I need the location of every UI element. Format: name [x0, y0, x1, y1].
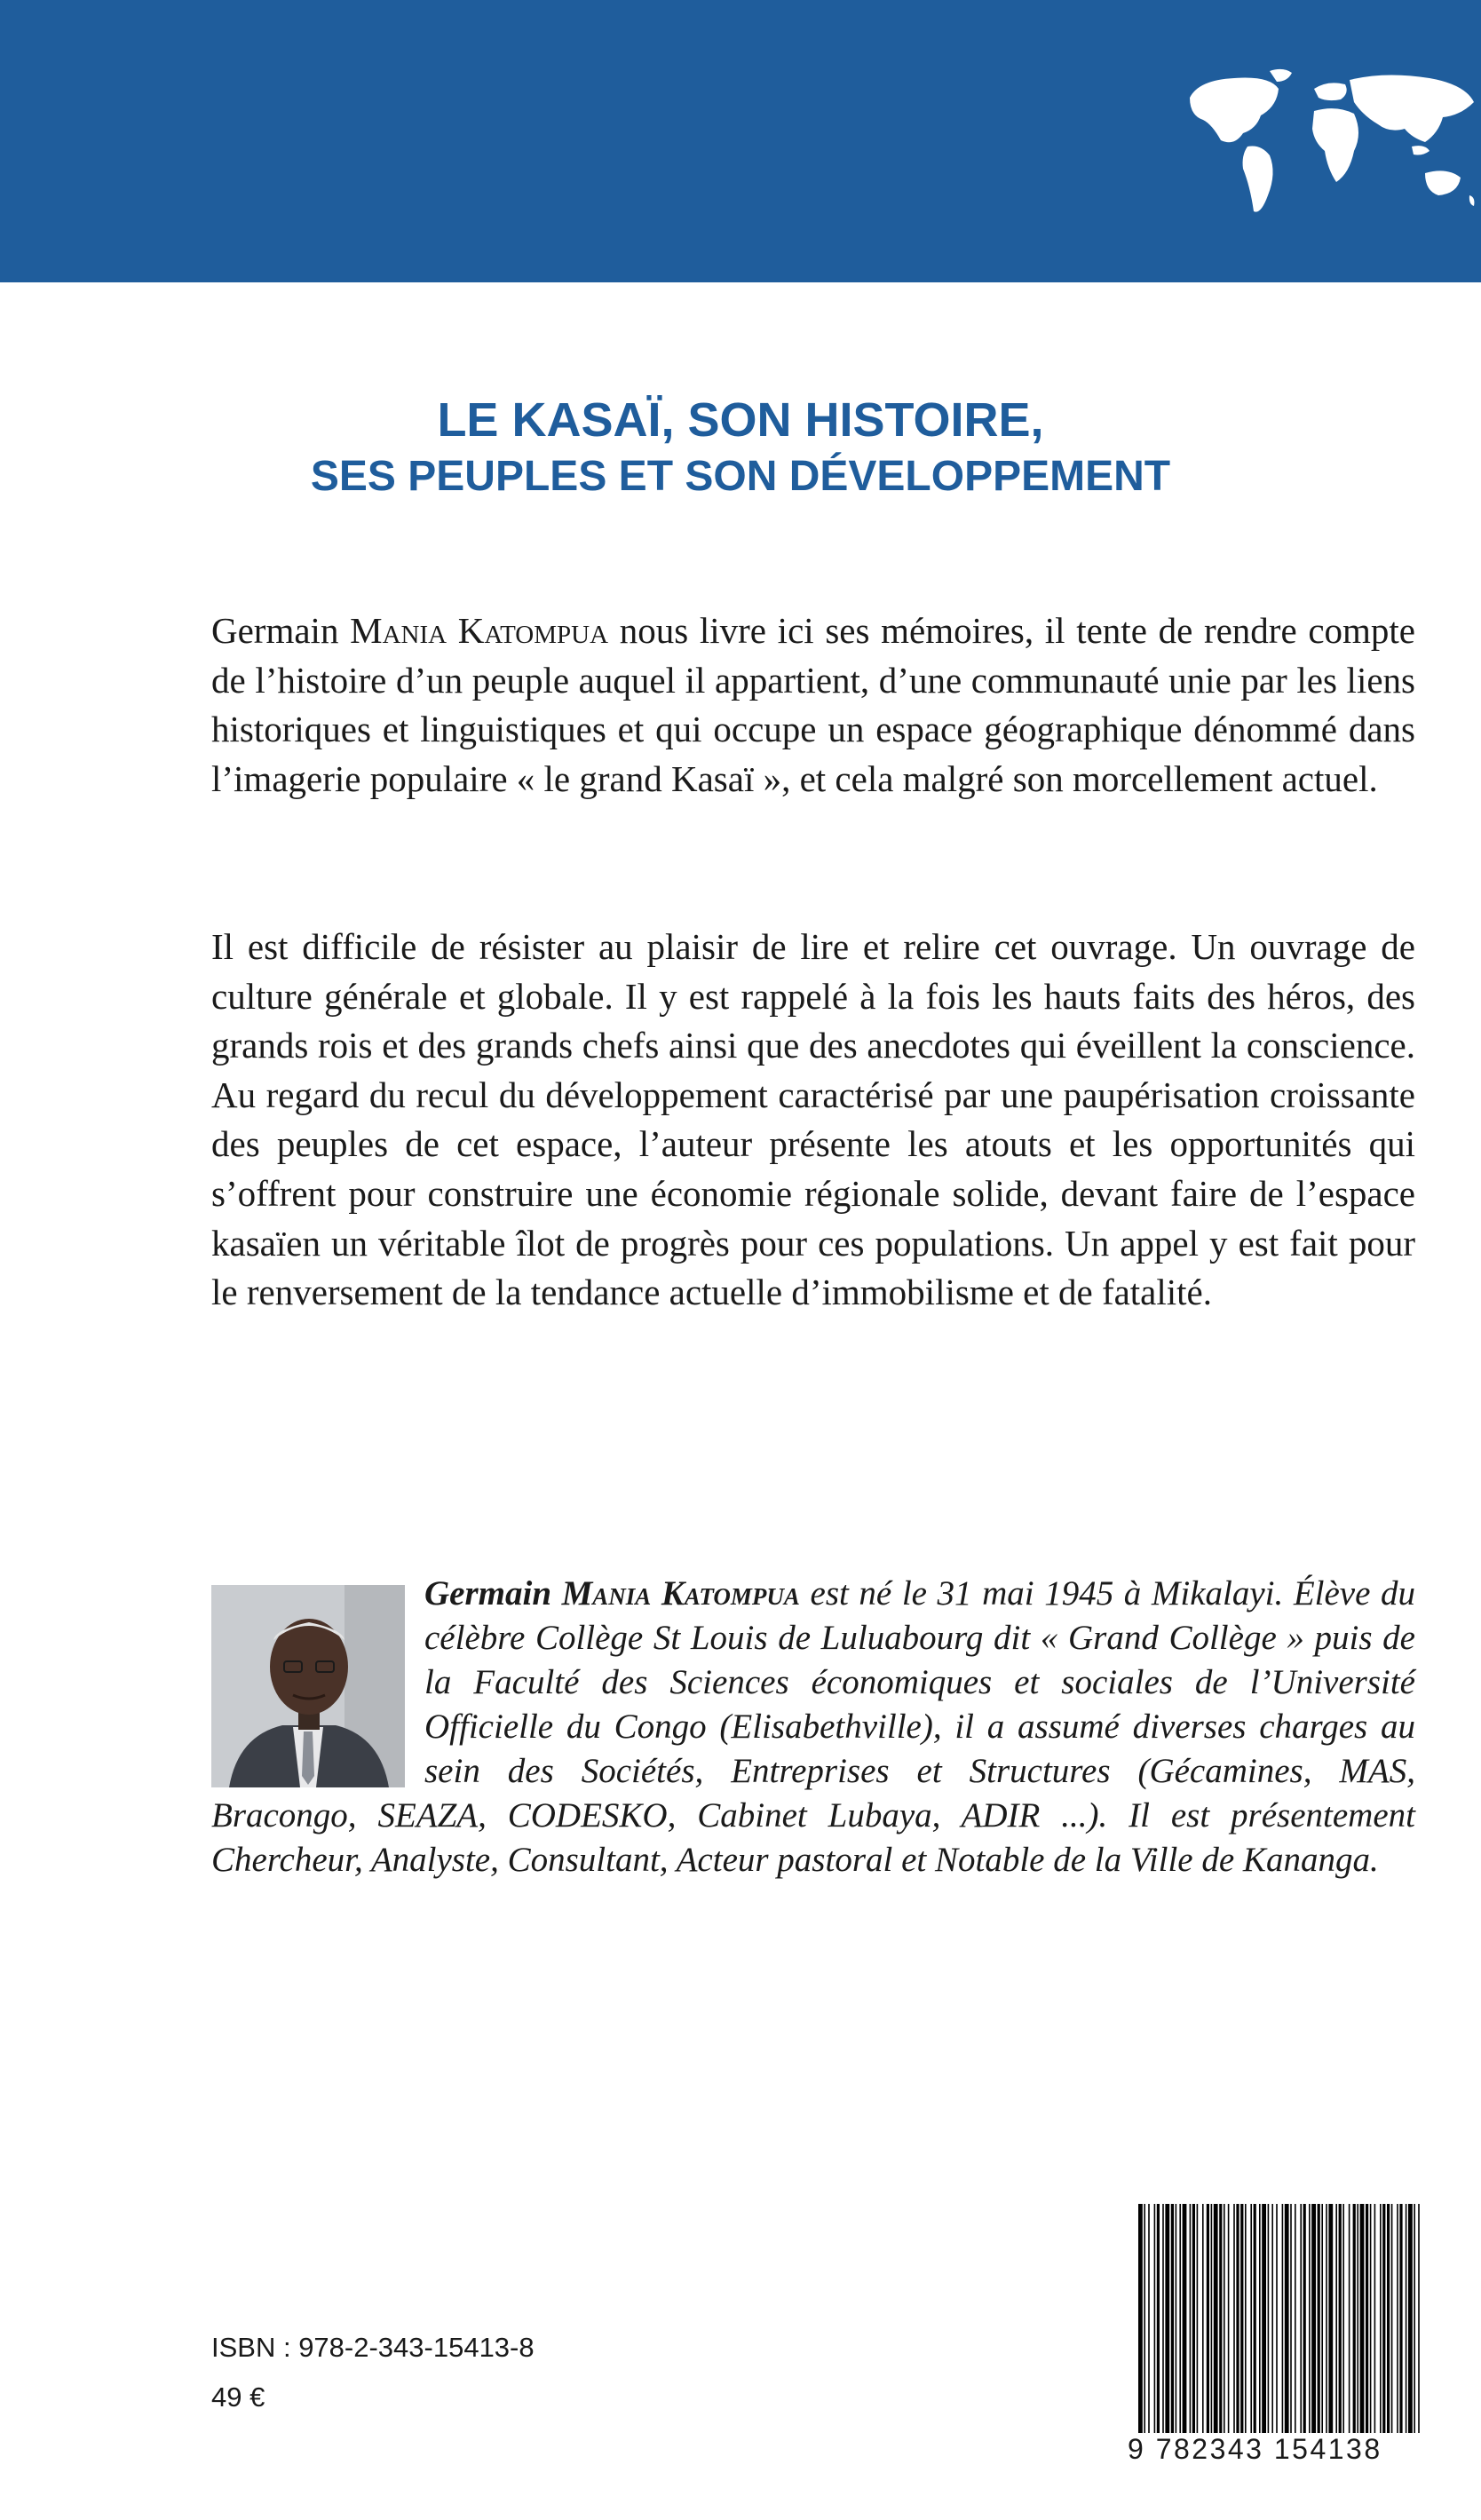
author-first-name: Germain	[211, 610, 339, 651]
author-last-name: Mania Katompua	[350, 610, 609, 651]
bio-author-last-name: Mania Katompua	[561, 1574, 800, 1613]
summary-paragraph-2: Il est difficile de résister au plaisir de lire et relire cet ouvrage. Un ouvrage de culture générale et globale. Il y est rappelé à la fois les hauts faits des héros, des grands rois et des grands chefs ainsi que des anecdotes qui éveillent la conscience. Au regard du recul du développement caractérisé par une paupérisation croissante des peuples de cet espace, l’auteur présente les atouts et les opportunités qui s’offrent pour construire une économie régionale solide, devant faire de l’espace kasaïen un véritable îlot de progrès pour ces populations. Un appel y est fait pour le renversement de la tendance actuelle d’immobilisme et de fatalité.	[211, 926, 1415, 1313]
barcode	[1136, 2204, 1424, 2433]
book-title	[0, 391, 1481, 504]
summary-paragraph-1	[211, 606, 1415, 804]
price: 49 €	[211, 2381, 265, 2413]
title-line-1: LE KASAÏ, SON HISTOIRE,	[437, 393, 1044, 447]
summary-paragraph-1-text: nous livre ici ses mémoires, il tente de rendre compte de l’histoire d’un peuple auquel il appartient, d’une communauté unie par les liens historiques et linguistiques et qui occupe un espace géographique dénommé dans l’imagerie populaire « le grand Kasaï », et cela malgré son morcellement actuel.	[211, 610, 1416, 799]
bio-author-first-name: Germain	[424, 1574, 552, 1613]
author-bio	[211, 1572, 1415, 1882]
bio-text: est né le 31 mai 1945 à Mikalayi. Élève du célèbre Collège St Louis de Luluabourg dit « Grand Collège » puis de la Faculté des Sciences économiques et sociales de l’Université Officielle du Congo (Elisabethville), il a assumé diverses charges au sein des Sociétés, Entreprises et Structures (Gécamines, MAS, Bracongo, SEAZA, CODESKO, Cabinet Lubaya, ADIR ...). Il est présentement Chercheur, Analyste, Consultant, Acteur pastoral et Notable de la Ville de Kananga.	[211, 1574, 1416, 1879]
header-band	[0, 0, 1481, 282]
barcode-digits: 9 782343 154138	[1128, 2433, 1382, 2465]
title-line-2: SES PEUPLES ET SON DÉVELOPPEMENT	[310, 453, 1171, 500]
world-map-icon	[1172, 62, 1481, 231]
isbn: ISBN : 978-2-343-15413-8	[211, 2332, 535, 2363]
